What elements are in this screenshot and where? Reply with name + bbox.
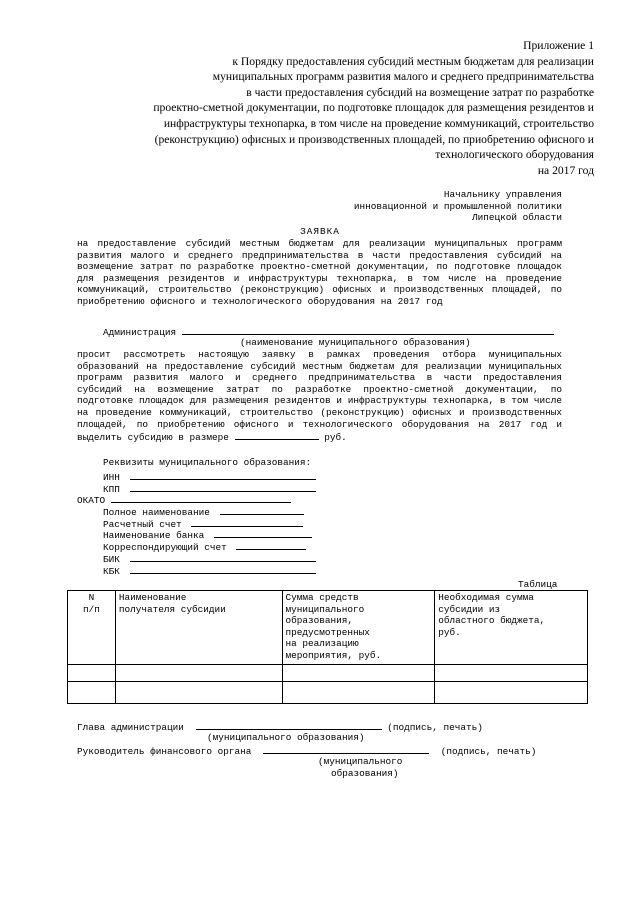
table-cell[interactable] bbox=[115, 665, 282, 682]
finance-signature-row bbox=[77, 744, 536, 758]
requisite-label: Наименование банка bbox=[103, 530, 205, 542]
bik-input[interactable] bbox=[130, 552, 316, 562]
header-line: на 2017 год bbox=[537, 163, 594, 177]
requisite-row bbox=[103, 552, 316, 564]
requisite-label: БИК bbox=[103, 553, 120, 565]
subsidy-amount-input[interactable] bbox=[235, 430, 319, 440]
head-signature-tail: (подпись, печать) bbox=[387, 722, 483, 733]
requisite-label: Корреспондирующий счет bbox=[103, 542, 227, 554]
kpp-input[interactable] bbox=[130, 482, 316, 492]
table-row bbox=[68, 665, 588, 682]
header-line: к Порядку предоставления субсидий местным бюджетам для реализации bbox=[232, 54, 594, 68]
subsidy-table bbox=[67, 590, 588, 704]
intro-paragraph: на предоставление субсидий местным бюджетам для реализации муниципальных программ развития малого и среднего предпринимательства в части предоставления субсидий на возмещение затрат по разработке проектно-сметной документации, по подготовке площадок для размещения резидентов и инфраструктуры технопарка, в том числе на проведение коммуникаций, строительство (реконструкцию) офисных и производственных площадей, по приобретению офисного и технологического оборудования на 2017 год bbox=[77, 238, 562, 307]
request-paragraph bbox=[77, 349, 562, 444]
requisite-row bbox=[103, 470, 316, 482]
header-line: в части предоставления субсидий на возмещение затрат по разработке bbox=[246, 85, 594, 99]
settlement-account-input[interactable] bbox=[191, 517, 303, 527]
table-row bbox=[68, 682, 588, 704]
finance-signature-tail: (подпись, печать) bbox=[440, 746, 537, 757]
header-line: инфраструктуры технопарка, в том числе на проведение коммуникаций, строительство bbox=[163, 116, 594, 130]
requisite-row bbox=[103, 505, 316, 517]
table-label: Таблица bbox=[518, 579, 558, 590]
head-signature-input[interactable] bbox=[196, 720, 382, 730]
appendix-header bbox=[74, 38, 594, 178]
addressee-line: инновационной и промышленной политики bbox=[353, 200, 562, 212]
header-cell: Сумма средств муниципального образования, предусмотренных на реализацию мероприятия, руб. bbox=[282, 591, 435, 665]
finance-signature-input[interactable] bbox=[263, 744, 429, 754]
full-name-input[interactable] bbox=[220, 505, 304, 515]
requisite-label: КБК bbox=[103, 565, 120, 577]
requisites-list bbox=[77, 470, 316, 577]
requisite-row bbox=[103, 517, 316, 529]
administration-caption: (наименование муниципального образования) bbox=[240, 337, 471, 348]
requisite-row bbox=[103, 482, 316, 494]
request-text: просит рассмотреть настоящую заявку в рамках проведения отбора муниципальных образований на предоставление субсидий местным бюджетам для реализации муниципальных программ развития малого и среднего предпринимательства в части предоставления субсидий на возмещение затрат по разработке проектно-сметной документации, по подготовке площадок для размещения резидентов и инфраструктуры технопарка, в том числе на проведение коммуникаций, строительство (реконструкцию) офисных и производственных площадей, по приобретению офисного и технологического оборудования на 2017 год и выделить субсидию в размере bbox=[77, 349, 562, 444]
table-header-row bbox=[68, 591, 588, 665]
header-cell: N п/п bbox=[68, 591, 116, 665]
header-cell: Наименование получателя субсидии bbox=[115, 591, 282, 665]
kbk-input[interactable] bbox=[130, 564, 316, 574]
requisite-label: ОКАТО bbox=[77, 495, 106, 507]
bank-name-input[interactable] bbox=[214, 528, 312, 538]
requisite-row bbox=[103, 540, 316, 552]
header-line: проектно-сметной документации, по подготовке площадок для размещения резидентов и bbox=[153, 101, 594, 115]
request-unit: руб. bbox=[324, 432, 347, 444]
addressee-block bbox=[320, 189, 562, 224]
table-cell[interactable] bbox=[115, 682, 282, 704]
table-cell[interactable] bbox=[68, 682, 116, 704]
requisite-row bbox=[103, 528, 316, 540]
header-line: Приложение 1 bbox=[523, 39, 594, 52]
addressee-line: Липецкой области bbox=[471, 212, 562, 224]
requisites-heading: Реквизиты муниципального образования: bbox=[103, 457, 312, 468]
addressee-line: Начальнику управления bbox=[443, 189, 562, 200]
requisite-row bbox=[77, 493, 316, 505]
administration-input[interactable] bbox=[182, 325, 554, 335]
requisite-label: Расчетный счет bbox=[103, 518, 182, 530]
correspondent-account-input[interactable] bbox=[236, 540, 306, 550]
table-cell[interactable] bbox=[435, 682, 588, 704]
head-label: Глава администрации bbox=[77, 722, 184, 733]
header-line: технологического оборудования bbox=[435, 148, 594, 162]
okato-input[interactable] bbox=[111, 493, 291, 503]
requisite-label: ИНН bbox=[103, 472, 120, 483]
header-line: муниципальных программ развития малого и среднего предпринимательства bbox=[212, 70, 594, 84]
inn-input[interactable] bbox=[130, 470, 316, 480]
header-line: (реконструкцию) офисных и производственных площадей, по приобретению офисного и bbox=[154, 132, 594, 146]
table-cell[interactable] bbox=[435, 665, 588, 682]
finance-caption-line1: (муниципального bbox=[318, 756, 403, 767]
finance-caption-line2: образования) bbox=[331, 768, 399, 779]
table-cell[interactable] bbox=[282, 665, 435, 682]
table-cell[interactable] bbox=[68, 665, 116, 682]
requisite-row bbox=[103, 564, 316, 576]
header-cell: Необходимая сумма субсидии из областного бюджета, руб. bbox=[435, 591, 588, 665]
document-title: ЗАЯВКА bbox=[300, 226, 340, 237]
requisite-label: Полное наименование bbox=[103, 507, 210, 519]
administration-label: Администрация bbox=[103, 327, 177, 338]
table-cell[interactable] bbox=[282, 682, 435, 704]
requisite-label: КПП bbox=[103, 483, 120, 495]
head-caption: (муниципального образования) bbox=[207, 732, 365, 743]
finance-label: Руководитель финансового органа bbox=[77, 746, 252, 757]
